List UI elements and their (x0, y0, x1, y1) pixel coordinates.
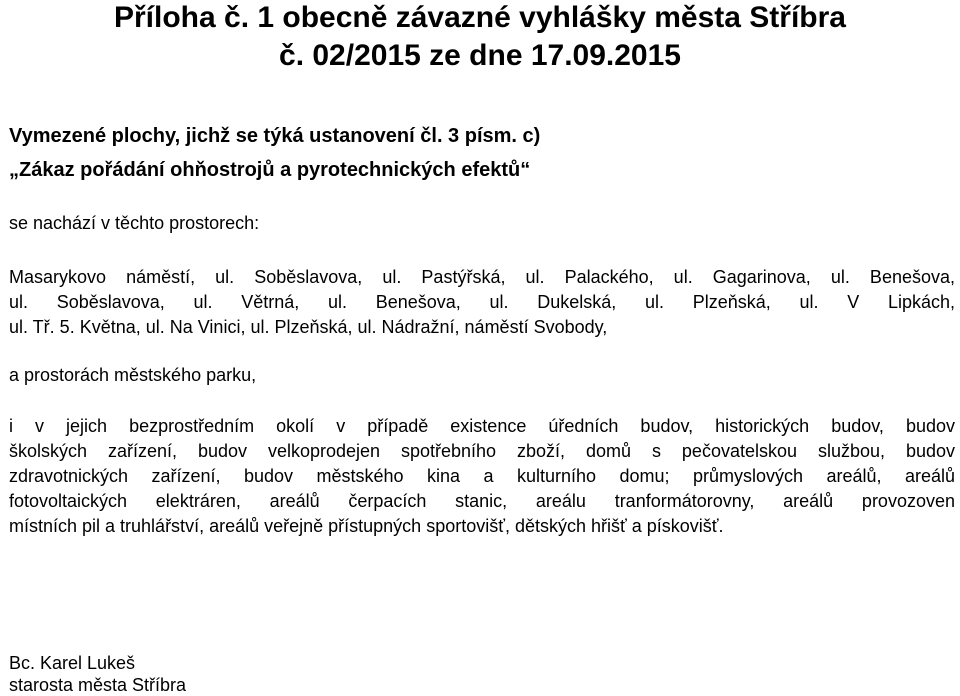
buildings-paragraph (9, 414, 955, 539)
intro-text: se nachází v těchto prostorech: (9, 213, 260, 233)
streets-line: ul. Soběslavova, ul. Větrná, ul. Benešova, ul. Dukelská, ul. Plzeňská, ul. V Lipkách, (9, 292, 955, 312)
buildings-line: i v jejich bezprostředním okolí v případě existence úředních budov, historických budov, budov (9, 416, 955, 436)
buildings-line: školských zařízení, budov velkoprodejen spotřebního zboží, domů s pečovatelskou službou, budov (9, 441, 955, 461)
section-subheading: „Zákaz pořádání ohňostrojů a pyrotechnických efektů“ (9, 159, 531, 181)
streets-paragraph (9, 265, 955, 340)
buildings-line: místních pil a truhlářství, areálů veřejně přístupných sportovišť, dětských hřišť a pískovišť. (9, 516, 724, 536)
section-heading: Vymezené plochy, jichž se týká ustanovení čl. 3 písm. c) (9, 125, 541, 147)
park-text: a prostorách městského parku, (9, 365, 257, 385)
signatory-role: starosta města Stříbra (9, 675, 187, 695)
streets-line: Masarykovo náměstí, ul. Soběslavova, ul. Pastýřská, ul. Palackého, ul. Gagarinova, ul. Benešova, (9, 267, 955, 287)
document-number-date: č. 02/2015 ze dne 17.09.2015 (279, 39, 681, 72)
streets-line: ul. Tř. 5. Května, ul. Na Vinici, ul. Plzeňská, ul. Nádražní, náměstí Svobody, (9, 317, 608, 337)
buildings-line: zdravotnických zařízení, budov městského kina a kulturního domu; průmyslových areálů, areálů (9, 466, 955, 486)
buildings-line: fotovoltaických elektráren, areálů čerpacích stanic, areálu tranformátorovny, areálů provozoven (9, 491, 955, 511)
document-title: Příloha č. 1 obecně závazné vyhlášky města Stříbra (113, 1, 846, 34)
signature-block (9, 652, 186, 696)
signatory-name: Bc. Karel Lukeš (9, 653, 136, 673)
